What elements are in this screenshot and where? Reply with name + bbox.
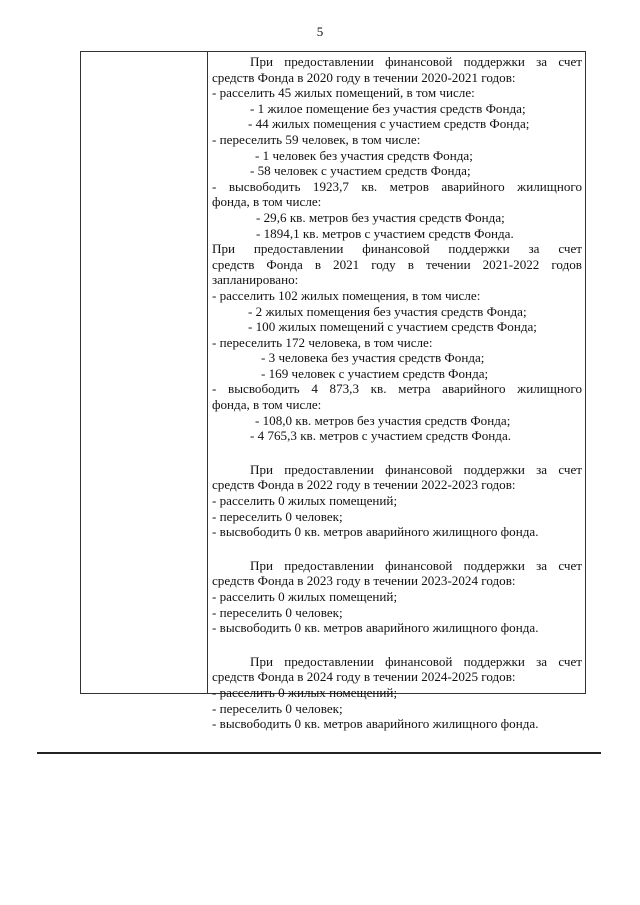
paragraph-line: При предоставлении финансовой поддержки за счет (250, 461, 582, 477)
paragraph-line: - высвободить 0 кв. метров аварийного жилищного фонда. (212, 716, 539, 732)
paragraph-line: - высвободить 1923,7 кв. метров аварийного жилищного (212, 178, 582, 194)
section-2022 (212, 462, 582, 540)
paragraph-line: - переселить 0 человек; (212, 700, 343, 716)
section-2023 (212, 558, 582, 636)
paragraph-line: - 58 человек с участием средств Фонда; (250, 163, 471, 179)
paragraph-line: - 44 жилых помещения с участием средств Фонда; (248, 116, 530, 132)
paragraph-line: - 1 жилое помещение без участия средств Фонда; (250, 100, 526, 116)
paragraph-line: фонда, в том числе: (212, 397, 322, 413)
paragraph-line: При предоставлении финансовой поддержки за счет (250, 54, 582, 69)
page-number: 5 (316, 24, 324, 39)
paragraph-line: - высвободить 4 873,3 кв. метра аварийного жилищного (212, 381, 582, 397)
paragraph-line: - расселить 45 жилых помещений, в том числе: (212, 85, 475, 101)
table-left-column (81, 52, 208, 693)
paragraph-line: средств Фонда в 2021 году в течении 2021-2022 годов (212, 256, 582, 272)
paragraph-line: При предоставлении финансовой поддержки за счет (212, 241, 582, 257)
section-2021 (212, 241, 582, 444)
paragraph-line: - расселить 102 жилых помещения, в том числе: (212, 287, 481, 303)
paragraph-line: средств Фонда в 2022 году в течении 2022-2023 годов: (212, 477, 516, 493)
paragraph-line: - переселить 0 человек; (212, 604, 343, 620)
paragraph-line: - переселить 59 человек, в том числе: (212, 131, 421, 147)
paragraph-line: - высвободить 0 кв. метров аварийного жилищного фонда. (212, 620, 539, 636)
paragraph-line: - 1 человек без участия средств Фонда; (255, 147, 473, 163)
table-right-column (212, 54, 582, 732)
document-table (80, 51, 586, 732)
paragraph-line: - переселить 172 человека, в том числе: (212, 334, 433, 350)
section-2020 (212, 54, 582, 241)
paragraph-line: При предоставлении финансовой поддержки за счет (250, 557, 582, 573)
paragraph-line: - переселить 0 человек; (212, 508, 343, 524)
paragraph-line: - 1894,1 кв. метров с участием средств Фонда. (256, 225, 514, 241)
paragraph-line: - 2 жилых помещения без участия средств Фонда; (248, 303, 527, 319)
paragraph-line: средств Фонда в 2024 году в течении 2024-2025 годов: (212, 669, 516, 685)
paragraph-line: фонда, в том числе: (212, 194, 322, 210)
paragraph-line: - расселить 0 жилых помещений; (212, 493, 398, 509)
section-2024 (212, 654, 582, 732)
paragraph-line: - расселить 0 жилых помещений; (212, 589, 398, 604)
paragraph-line: - расселить 0 жилых помещений; (212, 684, 398, 700)
paragraph-line: - 3 человека без участия средств Фонда; (261, 350, 485, 366)
paragraph-line: запланировано: (212, 272, 299, 288)
paragraph-line: средств Фонда в 2020 году в течении 2020-2021 годов: (212, 69, 516, 85)
paragraph-line: При предоставлении финансовой поддержки за счет (250, 653, 582, 669)
bottom-divider (37, 752, 601, 754)
paragraph-line: - 169 человек с участием средств Фонда; (261, 365, 489, 381)
paragraph-line: - высвободить 0 кв. метров аварийного жилищного фонда. (212, 524, 539, 540)
paragraph-line: - 100 жилых помещений с участием средств Фонда; (248, 319, 537, 335)
paragraph-line: - 29,6 кв. метров без участия средств Фонда; (256, 209, 505, 225)
paragraph-line: - 108,0 кв. метров без участия средств Фонда; (255, 412, 511, 428)
paragraph-line: средств Фонда в 2023 году в течении 2023-2024 годов: (212, 573, 516, 589)
paragraph-line: - 4 765,3 кв. метров с участием средств Фонда. (250, 428, 512, 444)
